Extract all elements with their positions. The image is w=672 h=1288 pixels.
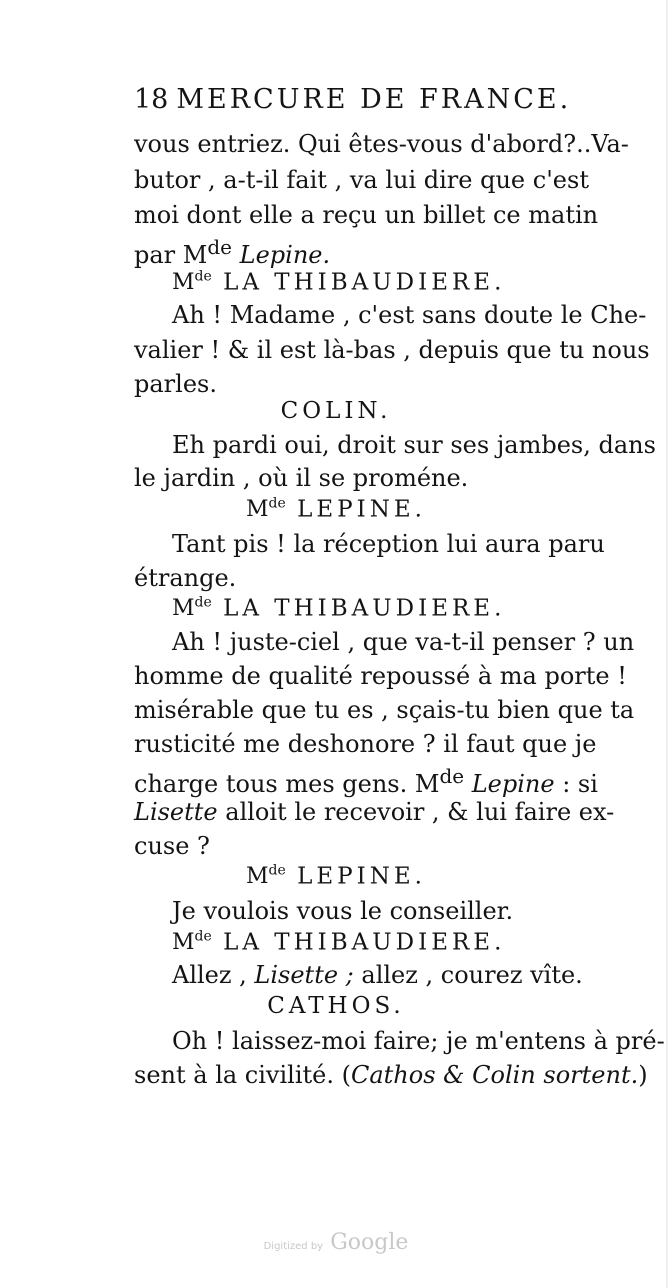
- text-fragment: Allez ,: [172, 961, 255, 989]
- superscript: de: [194, 595, 212, 611]
- text-line: butor , a-t-il fait , va lui dire que c'est: [134, 166, 589, 194]
- running-title: MERCURE DE FRANCE.: [176, 84, 572, 115]
- speaker-prefix: M: [246, 497, 269, 523]
- text-line: Ah ! juste-ciel , que va-t-il penser ? un: [172, 628, 635, 656]
- text-fragment: par M: [134, 241, 208, 269]
- speaker-heading: [172, 270, 505, 294]
- italic-name: Lepine.: [239, 241, 331, 269]
- text-line: rusticité me deshonore ? il faut que je: [134, 730, 597, 758]
- speaker-name: LA THIBAUDIERE.: [223, 269, 506, 296]
- text-line: vous entriez. Qui êtes-vous d'abord?..Va-: [134, 130, 629, 158]
- text-line: étrange.: [134, 564, 237, 592]
- digitized-watermark: [0, 1230, 672, 1255]
- speaker-name: LA THIBAUDIERE.: [223, 595, 506, 622]
- text-line: Tant pis ! la réception lui aura paru: [172, 530, 605, 558]
- text-line: [134, 237, 330, 267]
- text-line: [134, 800, 614, 824]
- superscript: de: [194, 929, 212, 945]
- speaker-name: CATHOS.: [267, 993, 405, 1019]
- italic-name: Lepine: [471, 770, 555, 798]
- superscript: de: [207, 235, 232, 259]
- text-line: Oh ! laissez-moi faire; je m'entens à pré-: [172, 1027, 665, 1055]
- running-header: [134, 84, 624, 115]
- superscript: de: [268, 496, 286, 512]
- speaker-heading: [0, 864, 672, 888]
- speaker-heading: [172, 596, 505, 620]
- text-line: moi dont elle a reçu un billet ce matin: [134, 201, 599, 229]
- text-line: valier ! & il est là-bas , depuis que tu nous: [134, 336, 650, 364]
- text-line: misérable que tu es , sçais-tu bien que ta: [134, 696, 635, 724]
- text-line: Eh pardi oui, droit sur ses jambes, dans: [172, 431, 656, 459]
- text-fragment: sent à la civilité. (: [134, 1061, 351, 1089]
- superscript: de: [268, 863, 286, 879]
- superscript: de: [194, 269, 212, 285]
- text-fragment: ): [638, 1061, 648, 1089]
- text-line: Je voulois vous le conseiller.: [172, 897, 514, 925]
- speaker-prefix: M: [172, 270, 195, 296]
- text-fragment: alloit le recevoir , & lui faire ex-: [217, 798, 615, 826]
- speaker-heading: [0, 400, 672, 423]
- speaker-heading: [0, 995, 672, 1018]
- text-line: [134, 766, 598, 796]
- speaker-prefix: M: [172, 930, 195, 956]
- text-line: parles.: [134, 370, 217, 398]
- italic-name: Lisette ;: [254, 961, 354, 989]
- italic-name: Lisette: [134, 798, 218, 826]
- text-line: cuse ?: [134, 832, 210, 860]
- google-logo: Google: [330, 1230, 409, 1255]
- speaker-name: LA THIBAUDIERE.: [223, 929, 506, 956]
- text-line: [134, 1063, 648, 1087]
- speaker-name: LEPINE.: [297, 863, 426, 890]
- speaker-name: COLIN.: [280, 398, 392, 424]
- page-number: 18: [134, 84, 169, 115]
- text-line: Ah ! Madame , c'est sans doute le Che-: [172, 301, 647, 329]
- speaker-heading: [0, 497, 672, 521]
- text-line: [172, 963, 583, 987]
- speaker-prefix: M: [246, 864, 269, 890]
- text-line: homme de qualité repoussé à ma porte !: [134, 662, 627, 690]
- stage-direction: Cathos & Colin sortent.: [350, 1061, 639, 1089]
- watermark-label: Digitized by: [263, 1241, 324, 1252]
- speaker-name: LEPINE.: [297, 496, 426, 523]
- superscript: de: [439, 764, 465, 788]
- text-fragment: charge tous mes gens. M: [134, 770, 440, 798]
- page-edge: [666, 0, 668, 1288]
- speaker-prefix: M: [172, 596, 195, 622]
- text-fragment: : si: [554, 770, 598, 798]
- speaker-heading: [172, 930, 505, 954]
- text-line: le jardin , où il se proméne.: [134, 464, 469, 492]
- text-fragment: allez , courez vîte.: [353, 961, 583, 989]
